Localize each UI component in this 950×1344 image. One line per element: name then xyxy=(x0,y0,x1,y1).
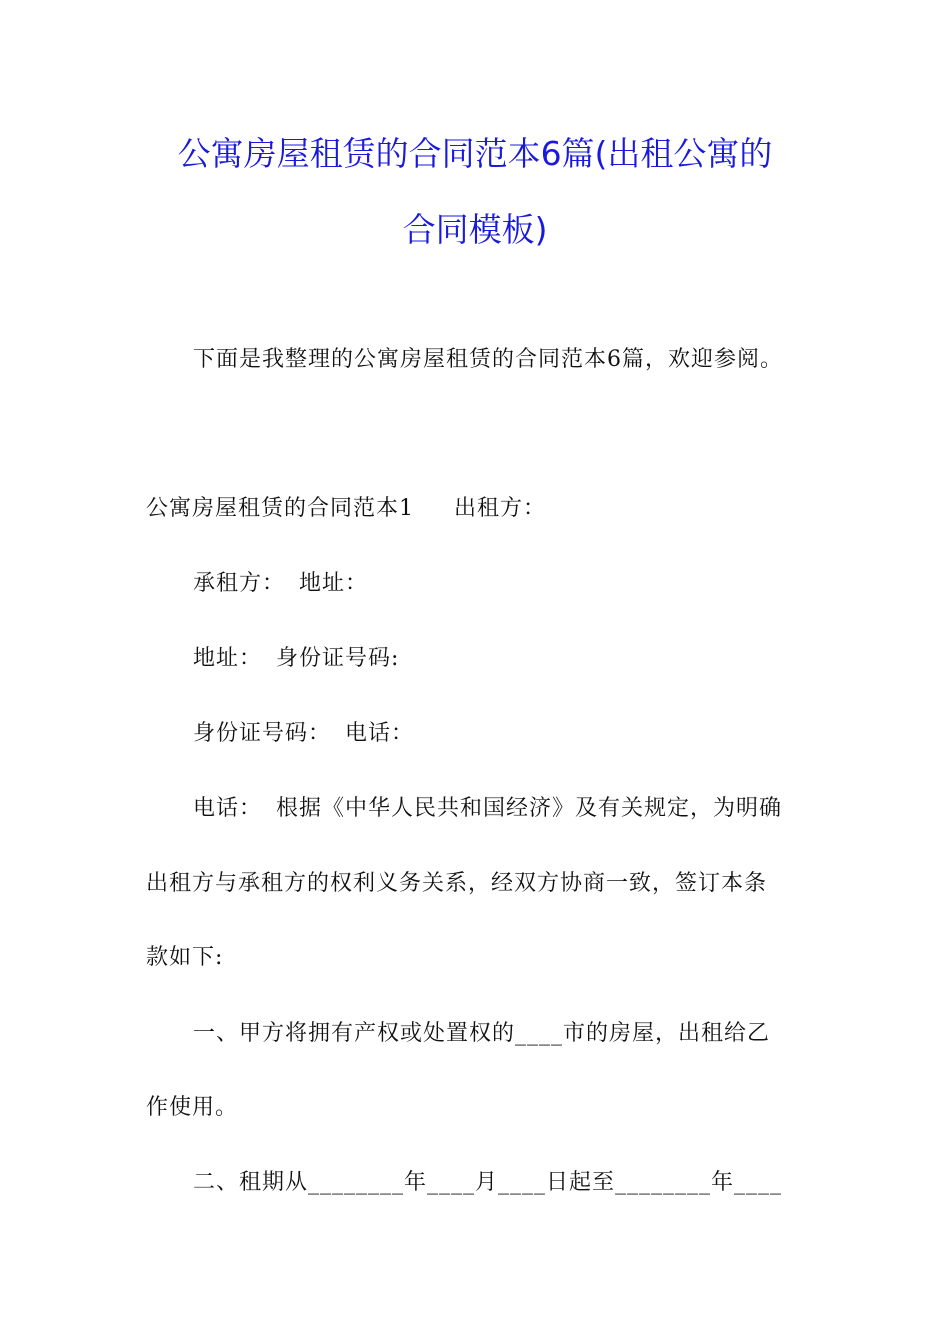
document-title-line-2: 合同模板) xyxy=(402,210,548,249)
address-line xyxy=(193,644,399,674)
address-label-2: 地址： xyxy=(193,646,263,671)
phone-label: 电话： xyxy=(345,721,415,746)
id-line xyxy=(193,719,414,749)
para1-line-2: 出租方与承租方的权利义务关系，经双方协商一致，签订本条 xyxy=(146,871,768,896)
document-title-line-1: 公寓房屋租赁的合同范本6篇(出租公寓的 xyxy=(177,134,773,173)
phone-line xyxy=(193,794,782,824)
phone-label-2: 电话： xyxy=(193,796,263,821)
section-heading: 公寓房屋租赁的合同范本1 xyxy=(146,496,414,521)
id-label: 身份证号码: xyxy=(276,646,400,671)
lessee-label: 承租方： xyxy=(193,571,286,596)
para1-line-3: 款如下: xyxy=(146,945,224,970)
intro-paragraph: 下面是我整理的公寓房屋租赁的合同范本6篇，欢迎参阅。 xyxy=(193,347,783,372)
address-label: 地址： xyxy=(299,571,369,596)
clause-1-line-1: 一、甲方将拥有产权或处置权的____市的房屋，出租给乙 xyxy=(193,1021,771,1046)
lessee-line xyxy=(193,569,368,599)
clause-1-line-2: 作使用。 xyxy=(146,1095,239,1120)
para1-text: 根据《中华人民共和国经济》及有关规定，为明确 xyxy=(276,796,783,821)
id-label-2: 身份证号码： xyxy=(193,721,332,746)
clause-2-line-1: 二、租期从________年____月____日起至________年____ xyxy=(193,1170,783,1195)
lessor-label: 出租方： xyxy=(454,496,547,521)
section-1-line xyxy=(146,494,546,524)
